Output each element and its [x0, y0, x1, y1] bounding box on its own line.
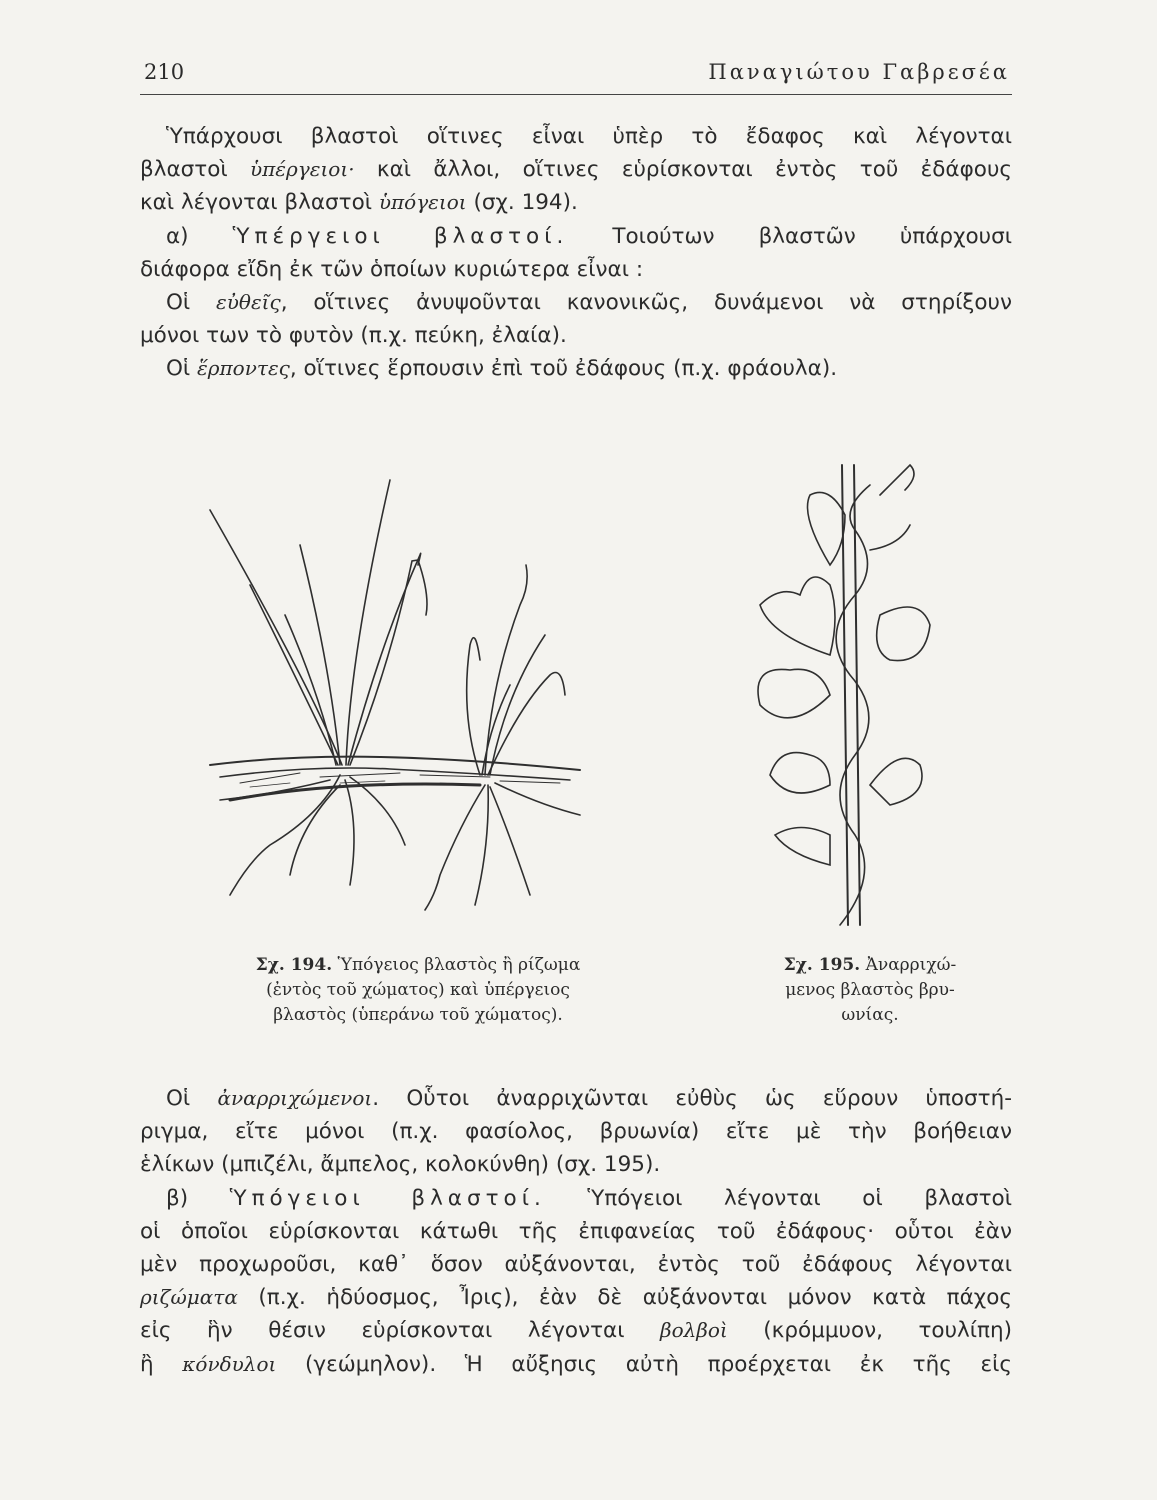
- text-line: Οἱ εὐθεῖς, οἵτινες ἀνυψοῦνται κανονικῶς, δυνάμενοι νὰ στηρίξουν: [166, 290, 1012, 316]
- climbing-paragraph: [140, 1082, 1012, 1381]
- grass-rhizome-illustration: [190, 465, 590, 945]
- figure-label: Σχ. 195.: [783, 955, 861, 975]
- italic-term: εὐθεῖς: [216, 290, 281, 315]
- text-line: μόνοι των τὸ φυτὸν (π.χ. πεύκη, ἐλαία).: [140, 323, 567, 349]
- italic-term: ὑπέργειοι·: [249, 157, 355, 182]
- running-title: Παναγιώτου Γαβρεσέα: [708, 60, 1010, 84]
- italic-term: ὑπόγειοι: [378, 190, 467, 215]
- text-line: β) Ὑπόγειοι βλαστοί. Ὑπόγειοι λέγονται οἱ βλαστοὶ: [166, 1185, 1012, 1211]
- climbing-plant-illustration: [730, 455, 950, 935]
- section-heading: Ὑπόγειοι βλαστοί.: [229, 1185, 546, 1211]
- text-line: ἢ κόνδυλοι (γεώμηλον). Ἡ αὔξησις αὐτὴ προέρχεται ἐκ τῆς εἰς: [140, 1351, 1012, 1377]
- figure-label: Σχ. 194.: [255, 955, 333, 975]
- text-line: ριζώματα (π.χ. ἡδύοσμος, Ἶρις), ἐὰν δὲ αὐξάνονται μόνον κατὰ πάχος: [140, 1285, 1012, 1311]
- page-header: [140, 58, 1012, 95]
- page-number: 210: [144, 60, 185, 84]
- italic-term: ἕρποντες: [197, 356, 290, 381]
- text-line: Οἱ ἀναρριχώμενοι. Οὗτοι ἀναρριχῶνται εὐθὺς ὡς εὕρουν ὑποστή-: [166, 1086, 1012, 1111]
- italic-term: ἀναρριχώμενοι: [217, 1086, 373, 1110]
- text-line: εἰς ἣν θέσιν εὑρίσκονται λέγονται βολβοὶ (κρόμμυον, τουλίπη): [140, 1318, 1012, 1344]
- text-line: οἱ ὁποῖοι εὑρίσκονται κάτωθι τῆς ἐπιφανείας τοῦ ἐδάφους· οὗτοι ἐὰν: [140, 1218, 1012, 1244]
- text-line: καὶ λέγονται βλαστοὶ ὑπόγειοι (σχ. 194).: [140, 190, 578, 216]
- text-line: α) Ὑπέργειοι βλαστοί. Τοιούτων βλαστῶν ὑπάρχουσι: [166, 223, 1012, 249]
- text-line: βλαστοὶ ὑπέργειοι· καὶ ἄλλοι, οἵτινες εὑρίσκονται ἐντὸς τοῦ ἐδάφους: [140, 157, 1013, 183]
- figure-caption-195: Σχ. 195. Ἀναρριχώ- μενος βλαστὸς βρυ- ωνίας.: [783, 955, 957, 1025]
- text-line: Ὑπάρχουσι βλαστοὶ οἵτινες εἶναι ὑπὲρ τὸ ἔδαφος καὶ λέγονται: [166, 124, 1012, 149]
- text-line: ριγμα, εἴτε μόνοι (π.χ. φασίολος, βρυωνία) εἴτε μὲ τὴν βοήθειαν: [140, 1119, 1012, 1145]
- text-line: Οἱ ἕρποντες, οἵτινες ἕρπουσιν ἐπὶ τοῦ ἐδάφους (π.χ. φράουλα).: [166, 356, 838, 382]
- italic-term: κόνδυλοι: [182, 1351, 277, 1376]
- text-line: διάφορα εἴδη ἐκ τῶν ὁποίων κυριώτερα εἶναι :: [140, 256, 644, 282]
- intro-paragraph: [140, 120, 1012, 386]
- italic-term: ριζώματα: [140, 1285, 238, 1310]
- text-line: μὲν προχωροῦσι, καθ᾽ ὅσον αὐξάνονται, ἐντὸς τοῦ ἐδάφους λέγονται: [140, 1252, 1012, 1278]
- text-line: ἑλίκων (μπιζέλι, ἄμπελος, κολοκύνθη) (σχ. 195).: [140, 1152, 661, 1178]
- section-heading: Ὑπέργειοι βλαστοί.: [232, 223, 569, 249]
- figure-caption-194: Σχ. 194. Ὑπόγειος βλαστὸς ἢ ρίζωμα (ἐντὸς τοῦ χώματος) καὶ ὑπέργειος βλαστὸς (ὑπεράνω τοῦ χώματος).: [255, 955, 581, 1025]
- italic-term: βολβοὶ: [660, 1318, 728, 1343]
